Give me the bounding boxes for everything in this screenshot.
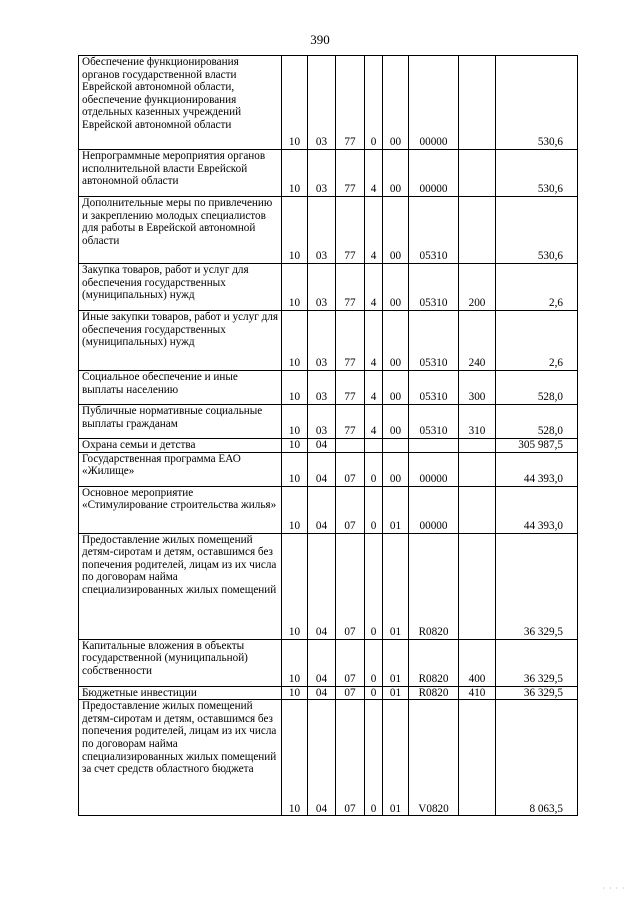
amount: 528,0	[496, 371, 578, 405]
amount: 36 329,5	[496, 639, 578, 686]
code-section: 10	[282, 452, 308, 486]
code-direction: R0820	[409, 639, 459, 686]
amount: 530,6	[496, 56, 578, 150]
code-program: 07	[336, 486, 365, 533]
code-subprogram: 4	[365, 197, 383, 264]
code-subsection: 04	[308, 639, 336, 686]
code-expense-type	[459, 452, 496, 486]
code-direction: 00000	[409, 486, 459, 533]
code-subsection: 04	[308, 533, 336, 639]
amount: 44 393,0	[496, 452, 578, 486]
table-row	[79, 197, 578, 264]
row-name: Охрана семьи и детства	[79, 439, 282, 453]
row-name: Публичные нормативные социальные выплаты гражданам	[79, 405, 282, 439]
code-event: 01	[383, 533, 409, 639]
table-row	[79, 264, 578, 311]
code-program	[336, 439, 365, 453]
code-section: 10	[282, 150, 308, 197]
code-event: 00	[383, 150, 409, 197]
table-body	[79, 56, 578, 816]
table-row	[79, 452, 578, 486]
code-program: 77	[336, 371, 365, 405]
code-event: 00	[383, 56, 409, 150]
row-name: Социальное обеспечение и иные выплаты населению	[79, 371, 282, 405]
code-direction: 05310	[409, 311, 459, 371]
amount: 36 329,5	[496, 533, 578, 639]
code-program: 77	[336, 56, 365, 150]
code-expense-type: 310	[459, 405, 496, 439]
table-row	[79, 533, 578, 639]
table-row	[79, 439, 578, 453]
code-direction	[409, 439, 459, 453]
code-subsection: 04	[308, 452, 336, 486]
code-expense-type	[459, 197, 496, 264]
code-direction: 05310	[409, 371, 459, 405]
code-subprogram: 0	[365, 486, 383, 533]
code-subprogram: 4	[365, 371, 383, 405]
code-event: 00	[383, 311, 409, 371]
scan-marks: · · · ·	[602, 884, 626, 893]
code-subprogram: 4	[365, 150, 383, 197]
code-section: 10	[282, 371, 308, 405]
row-name: Капитальные вложения в объекты государственной (муниципальной) собственности	[79, 639, 282, 686]
code-program: 77	[336, 264, 365, 311]
code-subprogram: 0	[365, 56, 383, 150]
table-row	[79, 150, 578, 197]
code-subprogram: 4	[365, 264, 383, 311]
row-name: Закупка товаров, работ и услуг для обеспечения государственных (муниципальных) нужд	[79, 264, 282, 311]
code-expense-type	[459, 56, 496, 150]
code-subsection: 03	[308, 264, 336, 311]
code-event: 01	[383, 486, 409, 533]
code-subprogram	[365, 439, 383, 453]
code-subsection: 03	[308, 56, 336, 150]
row-name: Бюджетные инвестиции	[79, 686, 282, 700]
code-event: 01	[383, 639, 409, 686]
code-subsection: 04	[308, 686, 336, 700]
code-section: 10	[282, 686, 308, 700]
code-program: 07	[336, 700, 365, 816]
code-section: 10	[282, 264, 308, 311]
code-event: 00	[383, 197, 409, 264]
budget-table	[78, 55, 578, 816]
code-program: 07	[336, 533, 365, 639]
row-name: Дополнительные меры по привлечению и закреплению молодых специалистов для работы в Еврейской автономной области	[79, 197, 282, 264]
code-section: 10	[282, 639, 308, 686]
code-direction: R0820	[409, 686, 459, 700]
code-program: 07	[336, 686, 365, 700]
code-direction: 00000	[409, 150, 459, 197]
code-event: 01	[383, 686, 409, 700]
table-row	[79, 700, 578, 816]
amount: 2,6	[496, 264, 578, 311]
code-event: 00	[383, 264, 409, 311]
code-section: 10	[282, 533, 308, 639]
code-subsection: 03	[308, 311, 336, 371]
code-program: 77	[336, 150, 365, 197]
code-direction: 05310	[409, 264, 459, 311]
code-subsection: 04	[308, 439, 336, 453]
code-expense-type: 200	[459, 264, 496, 311]
table-row	[79, 56, 578, 150]
row-name: Непрограммные мероприятия органов исполнительной власти Еврейской автономной области	[79, 150, 282, 197]
code-expense-type	[459, 486, 496, 533]
amount: 530,6	[496, 150, 578, 197]
code-program: 77	[336, 311, 365, 371]
row-name: Предоставление жилых помещений детям-сиротам и детям, оставшимся без попечения родителей, лицам из их числа по договорам найма специализированных жилых помещений за счет средств областного бюджета	[79, 700, 282, 816]
code-expense-type: 400	[459, 639, 496, 686]
code-direction: 00000	[409, 56, 459, 150]
code-event	[383, 439, 409, 453]
code-subprogram: 0	[365, 686, 383, 700]
code-subprogram: 4	[365, 311, 383, 371]
code-subsection: 03	[308, 371, 336, 405]
code-subsection: 03	[308, 150, 336, 197]
code-expense-type	[459, 533, 496, 639]
amount: 36 329,5	[496, 686, 578, 700]
code-subsection: 04	[308, 486, 336, 533]
code-program: 77	[336, 405, 365, 439]
code-direction: 05310	[409, 405, 459, 439]
code-section: 10	[282, 405, 308, 439]
code-subprogram: 0	[365, 639, 383, 686]
code-subsection: 03	[308, 405, 336, 439]
code-program: 07	[336, 639, 365, 686]
code-section: 10	[282, 197, 308, 264]
row-name: Обеспечение функционирования органов государственной власти Еврейской автономной области, обеспечение функционирования отдельных казенных учреждений Еврейской автономной области	[79, 56, 282, 150]
table-row	[79, 405, 578, 439]
code-subprogram: 4	[365, 405, 383, 439]
table-row	[79, 639, 578, 686]
code-program: 77	[336, 197, 365, 264]
code-subprogram: 0	[365, 700, 383, 816]
code-section: 10	[282, 486, 308, 533]
code-event: 00	[383, 405, 409, 439]
table-row	[79, 686, 578, 700]
code-direction: 05310	[409, 197, 459, 264]
table-row	[79, 311, 578, 371]
code-direction: R0820	[409, 533, 459, 639]
code-expense-type: 410	[459, 686, 496, 700]
row-name: Основное мероприятие «Стимулирование строительства жилья»	[79, 486, 282, 533]
code-subsection: 03	[308, 197, 336, 264]
code-subprogram: 0	[365, 452, 383, 486]
amount: 2,6	[496, 311, 578, 371]
code-section: 10	[282, 311, 308, 371]
table-row	[79, 486, 578, 533]
code-event: 00	[383, 371, 409, 405]
code-event: 00	[383, 452, 409, 486]
amount: 44 393,0	[496, 486, 578, 533]
code-direction: V0820	[409, 700, 459, 816]
code-expense-type	[459, 700, 496, 816]
code-expense-type	[459, 150, 496, 197]
table-row	[79, 371, 578, 405]
amount: 305 987,5	[496, 439, 578, 453]
code-event: 01	[383, 700, 409, 816]
code-subprogram: 0	[365, 533, 383, 639]
row-name: Государственная программа ЕАО «Жилище»	[79, 452, 282, 486]
amount: 8 063,5	[496, 700, 578, 816]
code-expense-type	[459, 439, 496, 453]
page-number: 390	[310, 32, 330, 47]
row-name: Предоставление жилых помещений детям-сиротам и детям, оставшимся без попечения родителей, лицам из их числа по договорам найма специализированных жилых помещений	[79, 533, 282, 639]
code-program: 07	[336, 452, 365, 486]
code-section: 10	[282, 56, 308, 150]
code-section: 10	[282, 700, 308, 816]
row-name: Иные закупки товаров, работ и услуг для обеспечения государственных (муниципальных) нужд	[79, 311, 282, 371]
code-direction: 00000	[409, 452, 459, 486]
amount: 530,6	[496, 197, 578, 264]
code-expense-type: 240	[459, 311, 496, 371]
amount: 528,0	[496, 405, 578, 439]
code-section: 10	[282, 439, 308, 453]
code-expense-type: 300	[459, 371, 496, 405]
code-subsection: 04	[308, 700, 336, 816]
